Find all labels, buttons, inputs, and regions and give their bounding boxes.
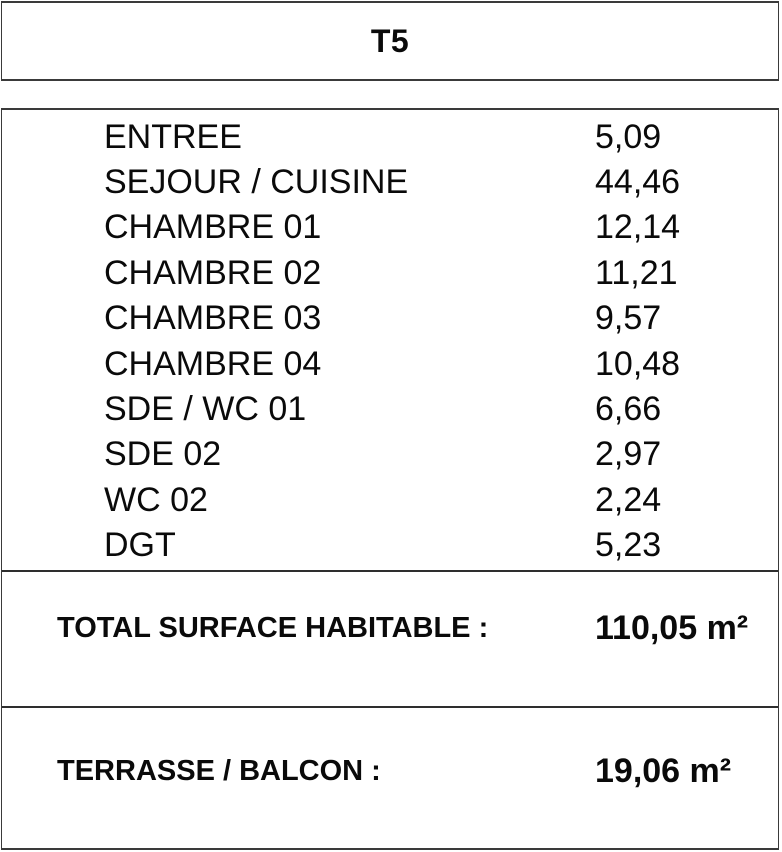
room-area-value: 5,23 (595, 526, 662, 565)
room-label: WC 02 (104, 480, 208, 519)
room-row (2, 387, 778, 431)
room-row (2, 523, 778, 567)
room-list (2, 110, 778, 570)
room-area-value: 9,57 (595, 299, 662, 338)
room-row (2, 478, 778, 522)
room-row (2, 296, 778, 340)
room-area-value: 6,66 (595, 390, 662, 429)
terrasse-balcon-label: TERRASSE / BALCON : (57, 754, 381, 787)
room-area-value: 10,48 (595, 344, 681, 383)
room-row (2, 251, 778, 295)
room-area-value: 12,14 (595, 208, 681, 247)
room-label: SDE 02 (104, 435, 222, 474)
room-area-value: 44,46 (595, 163, 681, 202)
room-label: SDE / WC 01 (104, 390, 307, 429)
total-habitable-value: 110,05 m² (595, 608, 749, 647)
room-area-value: 2,24 (595, 480, 662, 519)
room-label: CHAMBRE 01 (104, 208, 322, 247)
room-label: ENTREE (104, 117, 242, 156)
room-label: SEJOUR / CUISINE (104, 163, 409, 202)
total-habitable-row (2, 570, 778, 706)
apartment-type-header-box (1, 1, 779, 81)
room-row (2, 115, 778, 159)
apartment-type-title: T5 (370, 22, 410, 59)
room-label: CHAMBRE 02 (104, 253, 322, 292)
surface-details-box (1, 108, 779, 850)
room-area-value: 11,21 (595, 253, 678, 292)
room-label: CHAMBRE 04 (104, 344, 322, 383)
room-label: CHAMBRE 03 (104, 299, 322, 338)
room-row (2, 205, 778, 249)
room-row (2, 342, 778, 386)
room-row (2, 432, 778, 476)
room-row (2, 160, 778, 204)
room-label: DGT (104, 526, 176, 565)
total-habitable-label: TOTAL SURFACE HABITABLE : (57, 611, 489, 644)
terrasse-balcon-row (2, 706, 778, 848)
terrasse-balcon-value: 19,06 m² (595, 751, 732, 790)
room-area-value: 5,09 (595, 117, 662, 156)
room-area-value: 2,97 (595, 435, 662, 474)
